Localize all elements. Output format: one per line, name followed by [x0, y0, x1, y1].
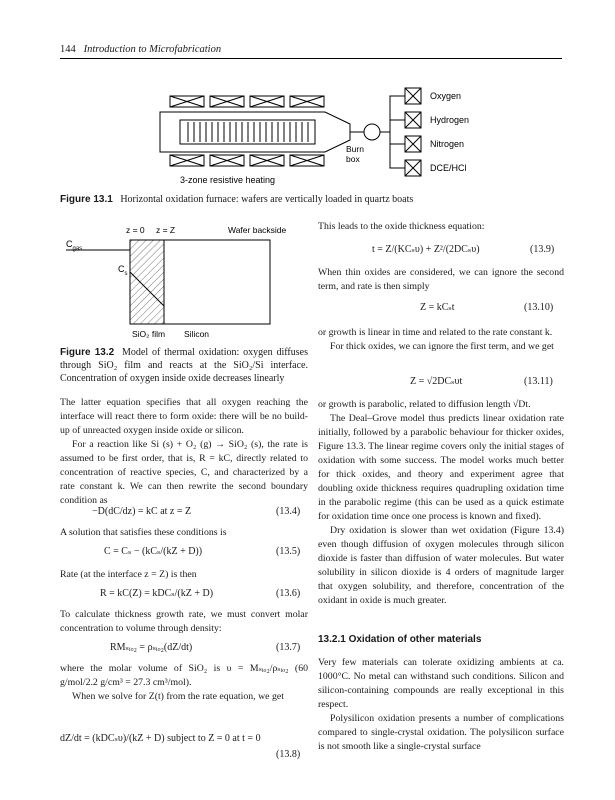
caption-text: Horizontal oxidation furnace: wafers are vertically loaded in quartz boats: [120, 194, 414, 205]
equation-number: (13.9): [530, 244, 555, 255]
wafer-boat: [180, 120, 315, 144]
left-column: [60, 396, 308, 508]
figure-13-2-caption: [60, 346, 308, 385]
paragraph: Dry oxidation is slower than wet oxidation (Figure 13.4) even though diffusion of oxygen molecules through silicon dioxide is faster than diffusion of water molecules. But water solubility in silicon dioxide is 4 orders of magnitude larger that oxygen solubility, and therefore, concentration of the oxidant in oxide is much greater.: [318, 525, 564, 606]
silicon-wafer: [164, 240, 270, 324]
label-oxygen: Oxygen: [430, 91, 462, 101]
header-rule: [60, 58, 562, 59]
paragraph: or growth is parabolic, related to diffusion length √Dt.: [318, 399, 531, 410]
equation-13-4: −D(dC/dz) = kC at z = Z: [92, 506, 192, 517]
left-text-block: [60, 526, 308, 540]
label-backside: Wafer backside: [228, 225, 287, 235]
label-nitrogen: Nitrogen: [430, 139, 465, 149]
right-text-block: [318, 266, 564, 294]
bottom-heater-elements: [170, 155, 324, 166]
equation-number: (13.10): [524, 302, 554, 313]
right-text-block: [318, 398, 564, 608]
section-heading: 13.2.1 Oxidation of other materials: [318, 634, 482, 645]
equation-number: (13.8): [276, 749, 301, 760]
figure-13-1-caption: [60, 193, 560, 206]
right-text-block: [318, 326, 564, 354]
label-zZ: z = Z: [156, 225, 176, 235]
equation-13-11: Z = √2DCₛυt: [410, 376, 463, 387]
paragraph: or growth is linear in time and related to the rate constant k.: [318, 327, 553, 338]
oxidation-model-diagram: [60, 220, 305, 340]
equation-number: (13.5): [276, 546, 301, 557]
paragraph: A solution that satisfies these conditions is: [60, 527, 227, 538]
equation-number: (13.7): [276, 642, 301, 653]
running-title: Introduction to Microfabrication: [83, 44, 222, 55]
label-heating: 3-zone resistive heating: [180, 175, 276, 185]
equation-13-6: R = kC(Z) = kDCₛ/(kZ + D): [100, 588, 214, 599]
caption-text: Model of thermal oxidation: oxygen diffuses through SiO₂ film and reacts at the SiO₂/Si interface. Concentration of oxygen inside oxide decreases linearly: [60, 347, 308, 384]
right-text-block: [318, 656, 564, 754]
label-hydrogen: Hydrogen: [430, 115, 470, 125]
equation-13-5: C = Cₛ − (kCₛ/(kZ + D)): [104, 546, 203, 557]
equation-13-9: t = Z/(KCₛυ) + Z²/(2DCₛυ): [372, 244, 480, 255]
equation-13-8: dZ/dt = (kDCₛυ)/(kZ + D) subject to Z = 0 at t = 0: [60, 733, 261, 744]
paragraph: The Deal–Grove model thus predicts linear oxidation rate initially, followed by a parabolic behaviour for thicker oxides, Figure 13.3. The linear regime covers only the initial stages of oxidation with some success. The model works much better for thick oxides, and theory and experiment agree that doubling oxide thickness requires quadrupling oxidation time in the parabolic regime (this can be used as a quick estimate for oxidation time once one process is known and fixed).: [318, 413, 564, 522]
furnace-diagram: [60, 64, 560, 194]
paragraph: For a reaction like Si (s) + O₂ (g) → SiO₂ (s), the rate is assumed to be first order, that is, R = kC, directly related to concentration of reactive species, C, and characterized by a rate constant k. We can then rewrite the second boundary condition as: [60, 439, 308, 506]
label-silicon: Silicon: [184, 329, 210, 339]
page-header: [60, 44, 221, 55]
paragraph: When we solve for Z(t) from the rate equation, we get: [72, 691, 284, 702]
paragraph: Very few materials can tolerate oxidizing ambients at ca. 1000°C. No metal can withstand such conditions. Silicon and silicon-containing compounds are really exceptional in this respect.: [318, 657, 564, 710]
label-burn: Burn: [346, 144, 364, 154]
caption-label: Figure 13.1: [60, 194, 113, 205]
left-text-block: [60, 568, 308, 582]
label-box: box: [346, 154, 360, 164]
burn-box: [364, 124, 380, 140]
paragraph: where the molar volume of SiO₂ is υ = Mₛᵢₒ₂/ρₛᵢₒ₂ (60 g/mol/2.2 g/cm³ = 27.3 cm³/mol).: [60, 663, 308, 688]
paragraph: Rate (at the interface z = Z) is then: [60, 569, 197, 580]
paragraph: For thick oxides, we can ignore the first term, and we get: [330, 341, 554, 352]
gas-valves: [405, 88, 421, 176]
equation-number: (13.11): [524, 376, 553, 387]
label-sio2-film: SiO₂ film: [132, 329, 166, 339]
equation-13-10: Z = kCₛt: [420, 302, 455, 313]
label-dce: DCE/HCl: [430, 163, 467, 173]
oxide-film: [130, 240, 164, 324]
equation-number: (13.4): [276, 506, 301, 517]
paragraph: This leads to the oxide thickness equation:: [318, 221, 485, 232]
label-cs: $C_s$: [118, 264, 128, 277]
right-text-block: [318, 220, 564, 234]
label-z0: z = 0: [126, 225, 145, 235]
top-heater-elements: [170, 96, 324, 107]
gas-manifold: [390, 96, 405, 168]
left-text-block: [60, 608, 308, 636]
paragraph: Polysilicon oxidation presents a number of complications compared to single-crystal oxidation. The polysilicon surface is not smooth like a single-crystal surface: [318, 713, 564, 752]
left-text-block: [60, 662, 308, 704]
paragraph: The latter equation specifies that all oxygen reaching the interface will react there to form oxide: there will be no build-up of unreacted oxygen inside oxide or silicon.: [60, 397, 308, 436]
paragraph: To calculate thickness growth rate, we must convert molar concentration to volume through density:: [60, 609, 308, 634]
label-cgas: $C_{gas}$: [66, 239, 83, 252]
equation-number: (13.6): [276, 588, 301, 599]
page-number: 144: [60, 44, 76, 55]
equation-13-7: RMₛᵢₒ₂ = ρₛᵢₒ₂(dZ/dt): [110, 642, 193, 653]
caption-label: Figure 13.2: [60, 347, 115, 358]
paragraph: When thin oxides are considered, we can ignore the second term, and rate is then simply: [318, 267, 564, 292]
